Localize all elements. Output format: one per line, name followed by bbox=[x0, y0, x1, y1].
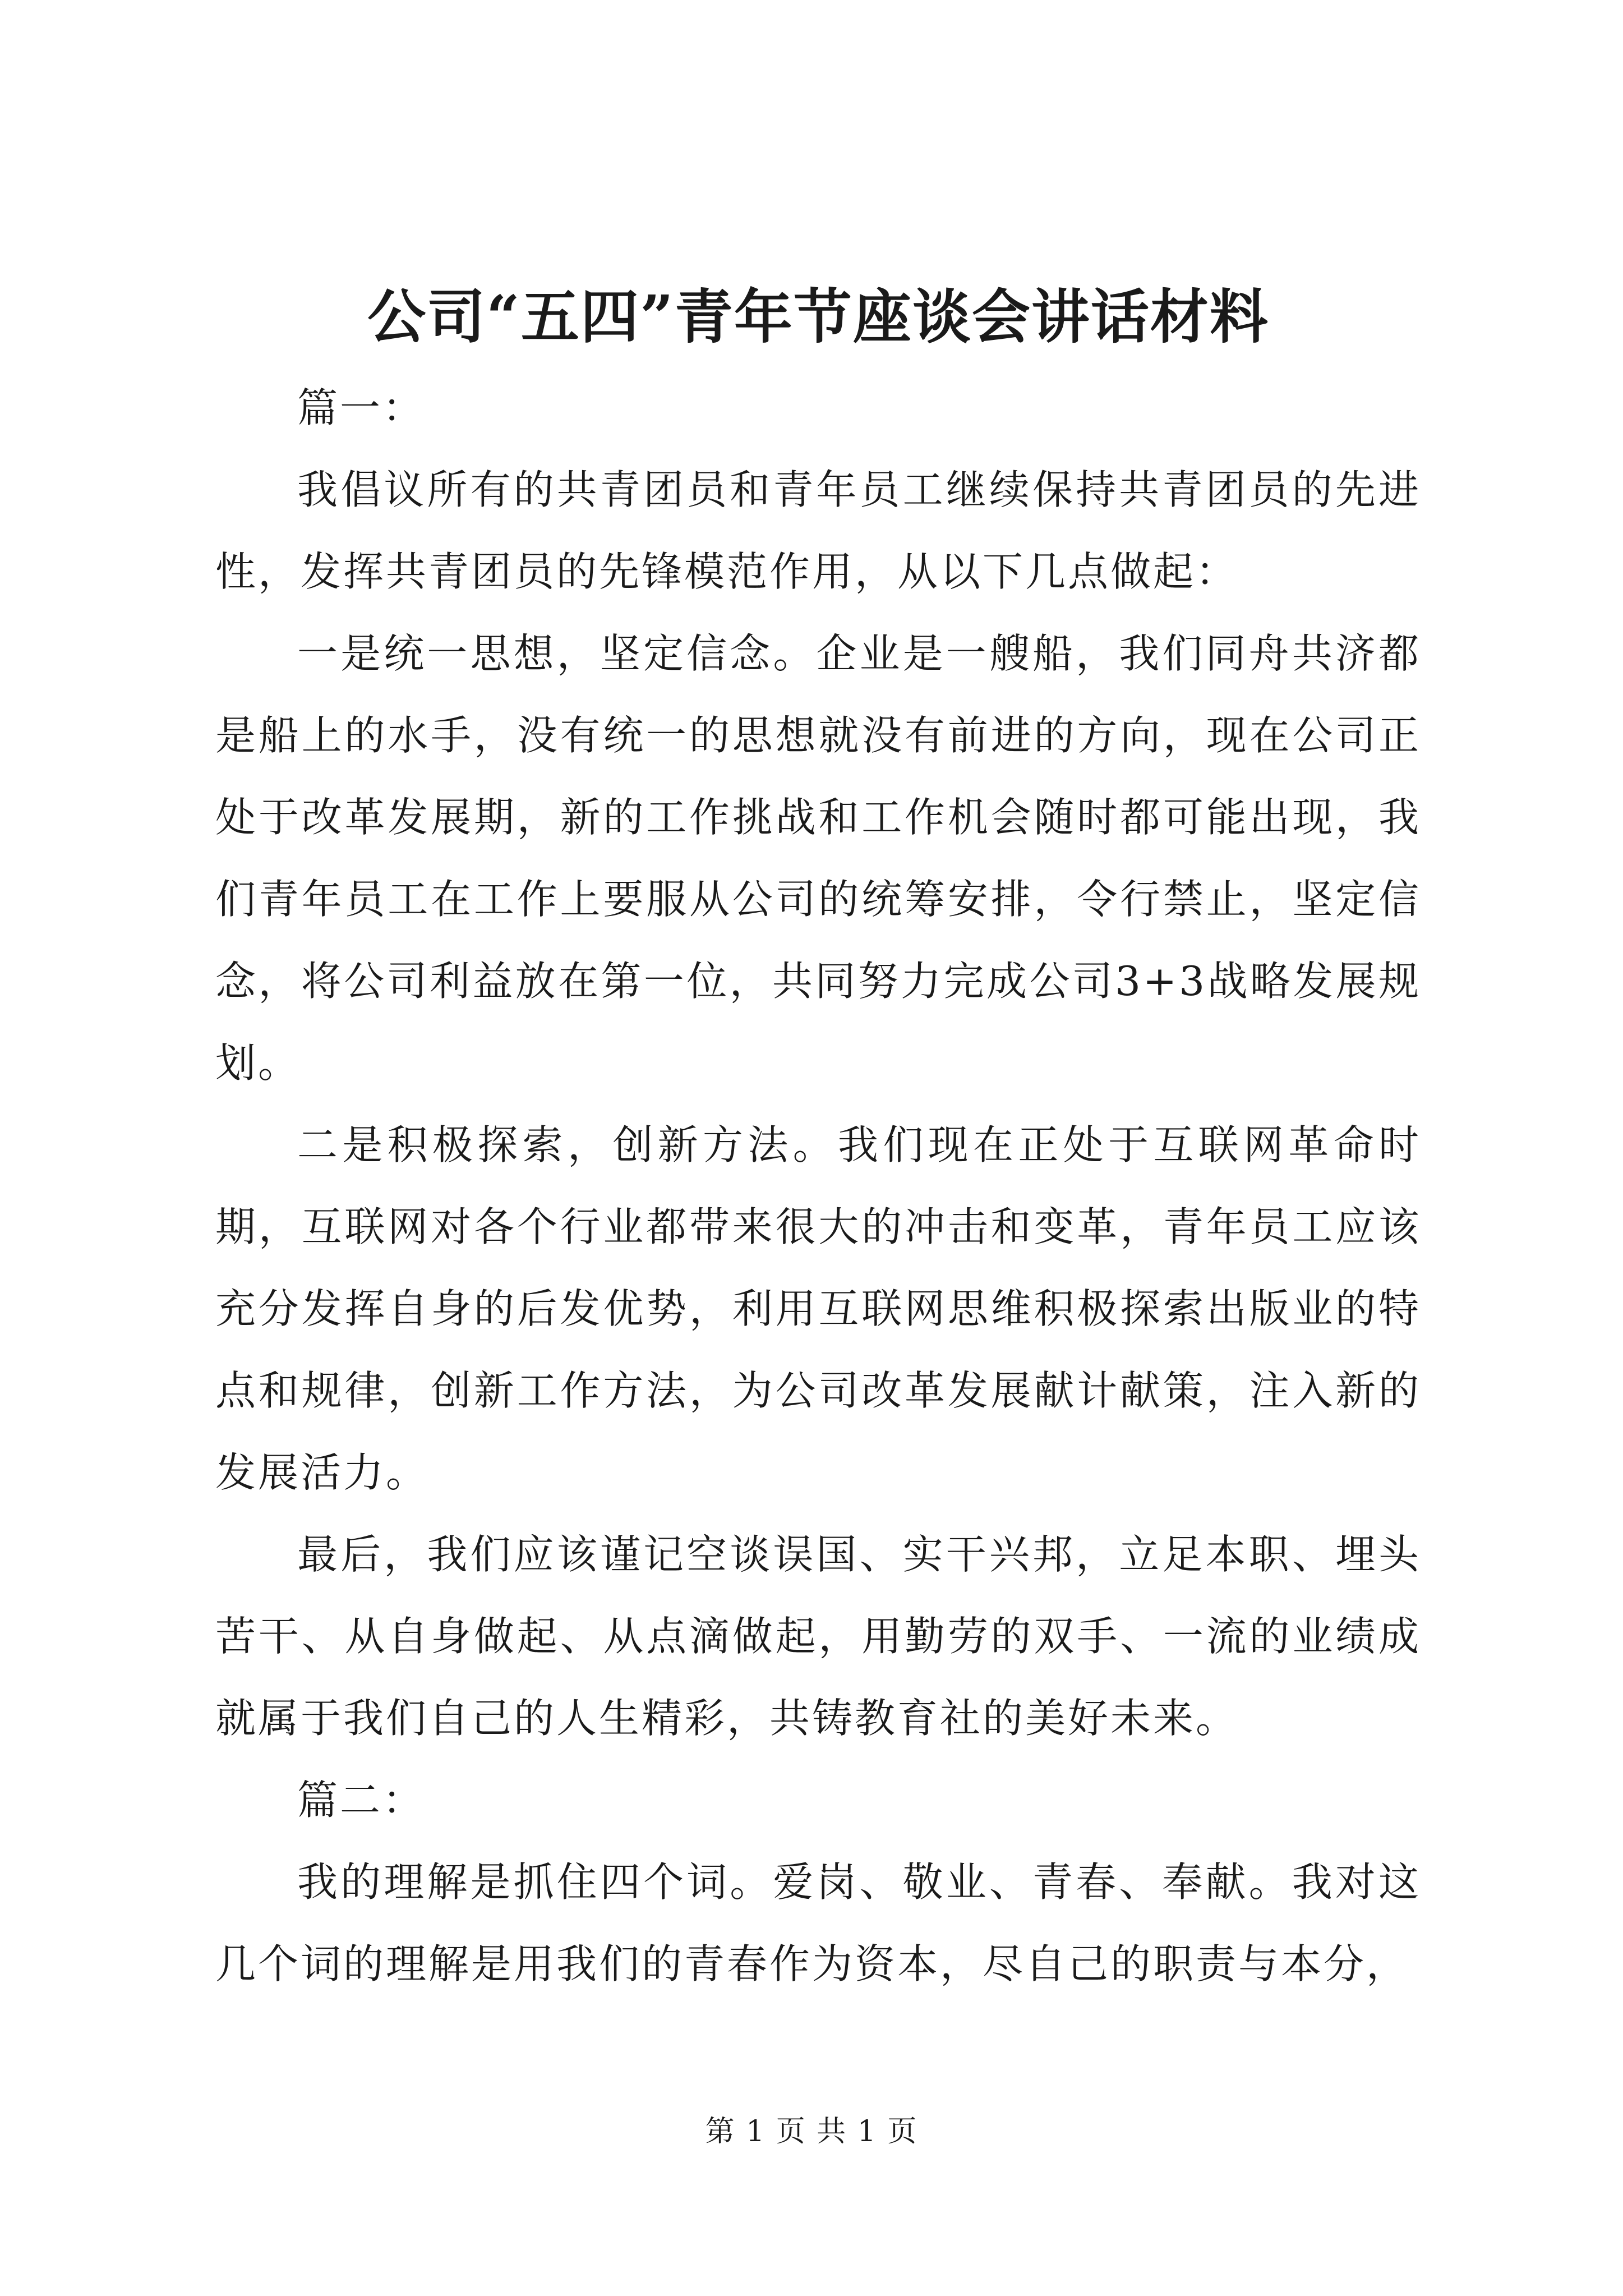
page-footer: 第 1 页 共 1 页 bbox=[705, 2115, 918, 2148]
paragraph: 二是积极探索，创新方法。我们现在正处于互联网革命时期，互联网对各个行业都带来很大的冲击和变革，青年员工应该充分发挥自身的后发优势，利用互联网思维积极探索出版业的特点和规律，创新工作方法，为公司改革发展献计献策，注入新的发展活力。 bbox=[215, 1121, 1421, 1496]
section-2-label: 篇二： bbox=[297, 1777, 426, 1824]
paragraph: 最后，我们应该谨记空谈误国、实干兴邦，立足本职、埋头苦干、从自身做起、从点滴做起，用勤劳的双手、一流的业绩成就属于我们自己的人生精彩，共铸教育社的美好未来。 bbox=[215, 1531, 1421, 1742]
section-1-label: 篇一： bbox=[297, 384, 426, 431]
paragraph: 我倡议所有的共青团员和青年员工继续保持共青团员的先进性，发挥共青团员的先锋模范作用，从以下几点做起： bbox=[215, 466, 1421, 595]
paragraph: 我的理解是抓住四个词。爱岗、敬业、青春、奉献。我对这几个词的理解是用我们的青春作为资本，尽自己的职责与本分， bbox=[215, 1858, 1421, 1987]
document-title: 公司“五四”青年节座谈会讲话材料 bbox=[367, 282, 1269, 351]
document-body bbox=[215, 275, 1421, 2005]
paragraph: 一是统一思想，坚定信念。企业是一艘船，我们同舟共济都是船上的水手，没有统一的思想就没有前进的方向，现在公司正处于改革发展期，新的工作挑战和工作机会随时都可能出现，我们青年员工在工作上要服从公司的统筹安排，令行禁止，坚定信念，将公司利益放在第一位，共同努力完成公司3+3战略发展规划。 bbox=[215, 630, 1421, 1087]
